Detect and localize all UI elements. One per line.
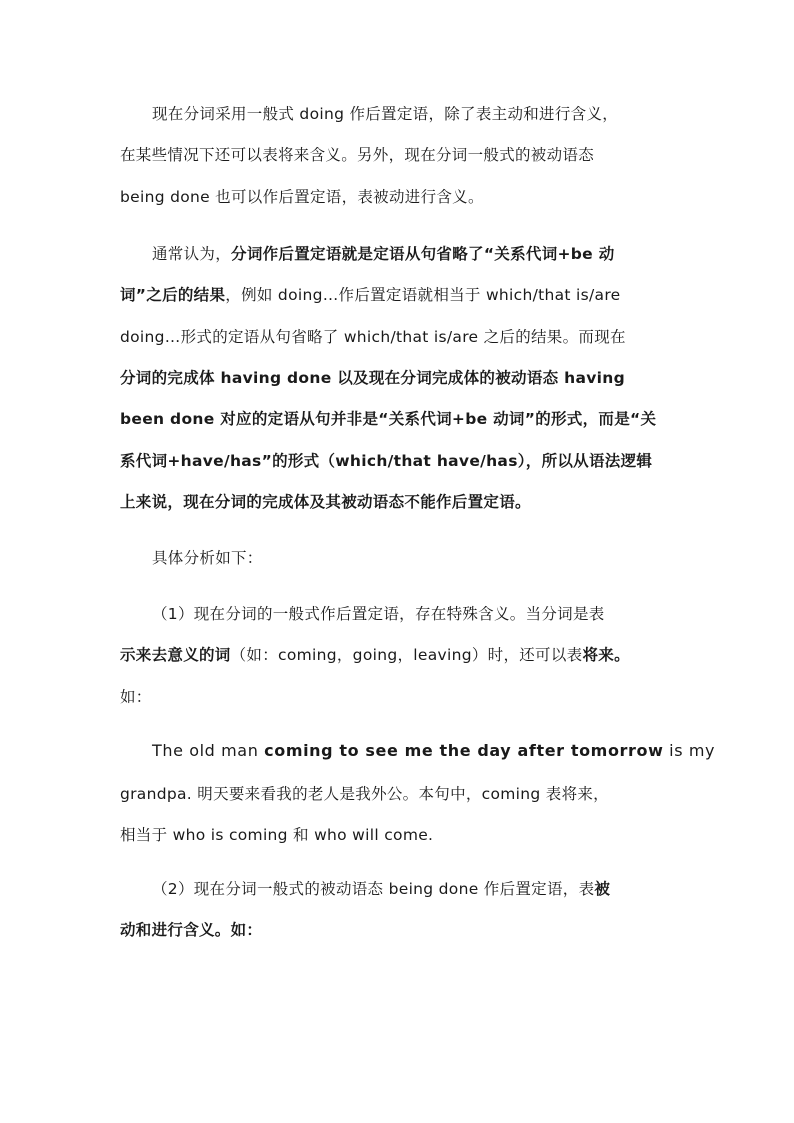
bold-text-run: 分词的完成体 having done 以及现在分词完成体的被动语态 having [120, 369, 625, 387]
text-run: 通常认为， [152, 245, 232, 263]
text-run: 现在分词采用一般式 doing 作后置定语，除了表主动和进行含义， [152, 105, 619, 123]
text-line [120, 879, 610, 899]
text-line [120, 145, 594, 165]
text-line [120, 104, 618, 124]
bold-text-run: 被 [594, 880, 611, 898]
text-run: is my [663, 741, 716, 760]
text-line [120, 492, 531, 512]
text-run: （如：coming，going，leaving）时，还可以表 [230, 646, 583, 664]
text-line [120, 604, 605, 624]
bold-text-run: coming to see me the day after tomorrow [264, 741, 664, 760]
text-line [120, 368, 625, 388]
text-run: 如： [120, 688, 152, 706]
bold-text-run: 上来说，现在分词的完成体及其被动语态不能作后置定语。 [120, 493, 531, 511]
text-line [120, 409, 656, 429]
text-line [120, 920, 262, 940]
bold-text-run: 词”之后的结果 [120, 286, 226, 304]
text-line [120, 687, 152, 707]
text-line [120, 645, 630, 665]
bold-text-run: 系代词+have/has”的形式（which/that have/has），所以从语法逻辑 [120, 452, 653, 470]
text-run: 相当于 who is coming 和 who will come. [120, 826, 434, 844]
bold-text-run: 将来。 [582, 646, 630, 664]
text-line [120, 285, 621, 305]
text-run: 具体分析如下： [152, 549, 263, 567]
text-run: （1）现在分词的一般式作后置定语，存在特殊含义。当分词是表 [152, 605, 605, 623]
bold-text-run: 示来去意义的词 [120, 646, 231, 664]
bold-text-run: been done 对应的定语从句并非是“关系代词+be 动词”的形式，而是“关 [120, 410, 657, 428]
text-line [120, 187, 484, 207]
text-line [120, 825, 433, 845]
text-line [120, 784, 609, 804]
text-line [120, 451, 652, 471]
text-run: The old man [152, 741, 265, 760]
text-line [120, 741, 715, 761]
text-run: （2）现在分词一般式的被动语态 being done 作后置定语，表 [152, 880, 595, 898]
text-run: doing…形式的定语从句省略了 which/that is/are 之后的结果。而现在 [120, 328, 626, 346]
bold-text-run: 动和进行含义。如： [120, 921, 263, 939]
text-line [120, 548, 263, 568]
bold-text-run: 分词作后置定语就是定语从句省略了“关系代词+be 动 [231, 245, 615, 263]
text-line [120, 327, 626, 347]
text-run: ，例如 doing…作后置定语就相当于 which/that is/are [225, 286, 621, 304]
text-run: 在某些情况下还可以表将来含义。另外，现在分词一般式的被动语态 [120, 146, 595, 164]
text-run: grandpa. 明天要来看我的老人是我外公。本句中，coming 表将来， [120, 785, 609, 803]
text-line [120, 244, 615, 264]
text-run: being done 也可以作后置定语，表被动进行含义。 [120, 188, 484, 206]
